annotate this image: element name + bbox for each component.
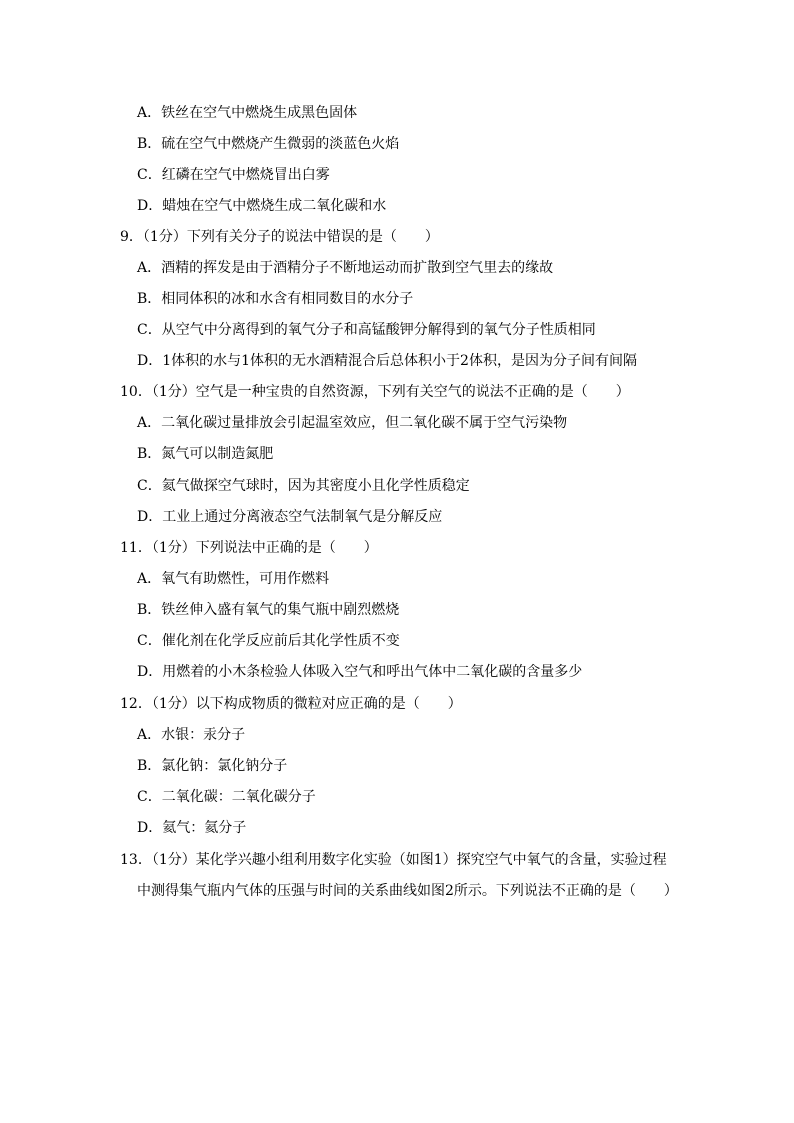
q9-option-d[interactable]: D．1体积的水与1体积的无水酒精混合后总体积小于2体积，是因为分子间有间隔 xyxy=(137,353,637,369)
q11-option-a[interactable]: A．氧气有助燃性，可用作燃料 xyxy=(137,571,330,587)
q12-option-a[interactable]: A．水银：汞分子 xyxy=(137,727,246,743)
q9-option-c[interactable]: C．从空气中分离得到的氧气分子和高锰酸钾分解得到的氧气分子性质相同 xyxy=(137,322,596,338)
q11-option-b[interactable]: B．铁丝伸入盛有氧气的集气瓶中剧烈燃烧 xyxy=(137,602,400,618)
q9-stem: 9．（1分）下列有关分子的说法中错误的是（ ） xyxy=(120,229,439,245)
q13-stem-line2: 中测得集气瓶内气体的压强与时间的关系曲线如图2所示。下列说法不正确的是（ ） xyxy=(137,883,678,899)
q8-option-b[interactable]: B．硫在空气中燃烧产生微弱的淡蓝色火焰 xyxy=(137,136,400,152)
q10-stem: 10．（1分）空气是一种宝贵的自然资源，下列有关空气的说法不正确的是（ ） xyxy=(120,384,630,400)
q13-stem-line1: 13．（1分）某化学兴趣小组利用数字化实验（如图1）探究空气中氧气的含量，实验过程 xyxy=(120,852,667,868)
q12-option-d[interactable]: D．氦气：氦分子 xyxy=(137,820,247,836)
q8-option-d[interactable]: D．蜡烛在空气中燃烧生成二氧化碳和水 xyxy=(137,198,387,214)
q11-stem: 11．（1分）下列说法中正确的是（ ） xyxy=(120,540,378,556)
q11-option-d[interactable]: D．用燃着的小木条检验人体吸入空气和呼出气体中二氧化碳的含量多少 xyxy=(137,664,583,680)
q12-option-b[interactable]: B．氯化钠：氯化钠分子 xyxy=(137,758,288,774)
q9-option-a[interactable]: A．酒精的挥发是由于酒精分子不断地运动而扩散到空气里去的缘故 xyxy=(137,260,554,276)
q8-option-c[interactable]: C．红磷在空气中燃烧冒出白雾 xyxy=(137,167,330,183)
q12-stem: 12．（1分）以下构成物质的微粒对应正确的是（ ） xyxy=(120,696,462,712)
q11-option-c[interactable]: C．催化剂在化学反应前后其化学性质不变 xyxy=(137,633,400,649)
q12-option-c[interactable]: C．二氧化碳：二氧化碳分子 xyxy=(137,789,316,805)
q10-option-d[interactable]: D．工业上通过分离液态空气法制氧气是分解反应 xyxy=(137,509,443,525)
q9-option-b[interactable]: B．相同体积的冰和水含有相同数目的水分子 xyxy=(137,291,414,307)
q10-option-c[interactable]: C．氦气做探空气球时，因为其密度小且化学性质稳定 xyxy=(137,478,470,494)
q10-option-b[interactable]: B．氮气可以制造氮肥 xyxy=(137,446,274,462)
q8-option-a[interactable]: A．铁丝在空气中燃烧生成黑色固体 xyxy=(137,105,358,121)
q10-option-a[interactable]: A．二氧化碳过量排放会引起温室效应，但二氧化碳不属于空气污染物 xyxy=(137,415,568,431)
